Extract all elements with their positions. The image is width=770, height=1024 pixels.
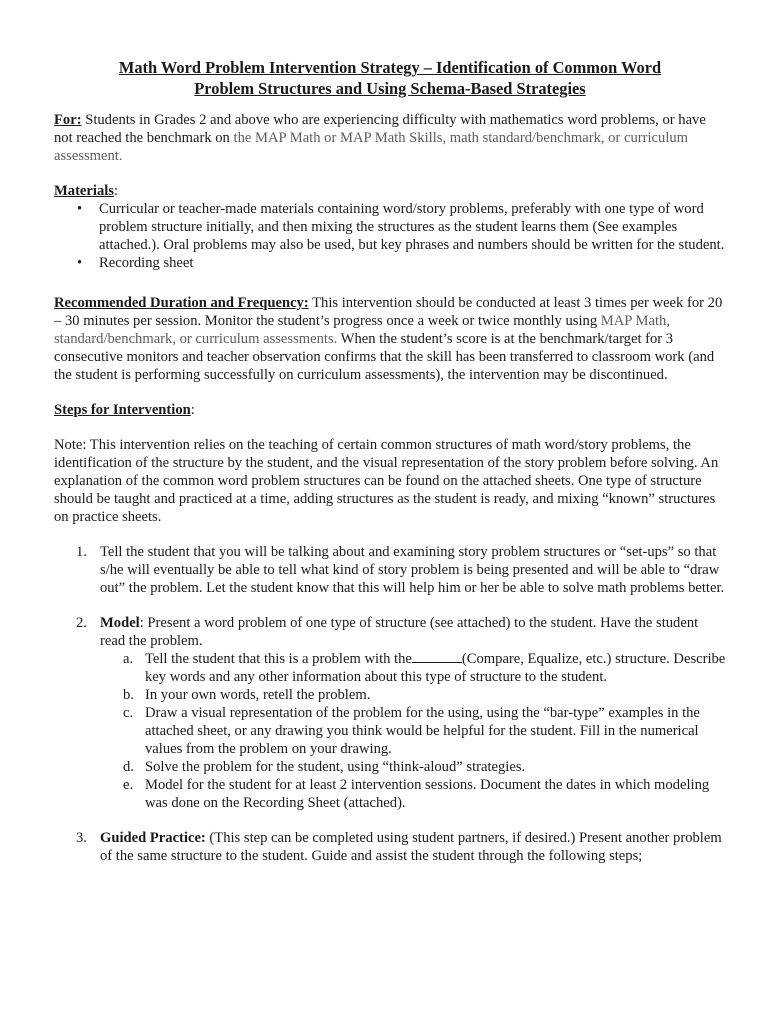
step-text: (This step can be completed using student partners, if desired.) Present another problem of the same structure to the student. Guide and assist the student through the following steps; [100,830,722,864]
substep-letter: a. [123,651,134,667]
steps-list [54,543,726,865]
materials-item [77,254,726,272]
substep-text: Tell the student that this is a problem with the [145,651,412,667]
steps-label: Steps for Intervention [54,402,191,418]
substep-c [123,704,726,758]
for-paragraph [54,111,726,165]
substep-text: Model for the student for at least 2 intervention sessions. Document the dates in which modeling was done on the Recording Sheet (attached). [145,777,710,811]
substep-letter: b. [123,687,134,703]
step-number: 1. [76,544,87,560]
materials-heading [54,182,726,200]
duration-text-1: This intervention should be conducted at least 3 times per week for 20 – 30 minutes per session. Monitor the student’s progress once a week or twice monthly using [54,295,723,329]
materials-item-text: Curricular or teacher-made materials containing word/story problems, preferably with one type of word problem structure initially, and then mixing the structures as the student learns them (See examples attached.). Oral problems may also be used, but key phrases and numbers should be written for the student. [99,201,725,253]
step-number: 2. [76,615,87,631]
document-page [54,57,726,865]
materials-colon: : [113,183,119,199]
step-label: Model [100,615,140,631]
substep-letter: e. [123,777,134,793]
materials-item [77,200,726,254]
bullet-icon: • [77,201,83,217]
substep-letter: d. [123,759,134,775]
steps-heading [54,401,726,419]
duration-text-muted: MAP Math, standard/benchmark, or curriculum assessments. [54,313,670,347]
step-text: Tell the student that you will be talking about and examining story problem structures or “set-ups” so that s/he will eventually be able to tell what kind of story problem is being presented and will be able to “draw out” the problem. Let the student know that this will help him or her be able to solve math problems better. [100,544,725,596]
substep-text: (Compare, Equalize, etc.) structure. Describe key words and any other information about this type of structure to the student. [145,651,726,685]
title-line-2: Problem Structures and Using Schema-Based Strategies [194,79,586,98]
fill-in-blank [412,650,462,663]
note-paragraph: Note: This intervention relies on the teaching of certain common structures of math word/story problems, the identification of the structure by the student, and the visual representation of the story problem before solving. An explanation of the common word problem structures can be found on the attached sheets. One type of structure should be taught and practiced at a time, adding structures as the student is ready, and mixing “known” structures on practice sheets. [54,437,719,525]
step-text: : Present a word problem of one type of structure (see attached) to the student. Have the student read the problem. [100,615,699,649]
substep-b [123,686,726,704]
substep-d [123,758,726,776]
step-number: 3. [76,830,87,846]
duration-paragraph [54,294,726,384]
substep-letter: c. [123,705,134,721]
bullet-icon: • [77,255,83,271]
duration-text-2: When the student’s score is at the benchmark/target for 3 consecutive monitors and teacher observation confirms that the skill has been transferred to classroom work (and the student is performing successfully on curriculum assessments), the intervention may be discontinued. [54,331,715,383]
step-3 [76,829,726,865]
for-label: For: [54,112,82,128]
materials-label: Materials [54,183,114,199]
document-title [54,57,726,99]
step-label: Guided Practice: [100,830,206,846]
for-text: Students in Grades 2 and above who are experiencing difficulty with mathematics word problems, or have not reached the benchmark on [54,112,706,146]
step-2 [76,614,726,812]
substep-a [123,650,726,686]
materials-list [54,200,726,272]
substep-text: Draw a visual representation of the problem for the using, using the “bar-type” examples in the attached sheet, or any drawing you think would be helpful for the student. Fill in the numerical values from the problem on your drawing. [145,705,700,757]
materials-section [54,182,726,272]
duration-label: Recommended Duration and Frequency: [54,295,309,311]
step-1 [76,543,726,597]
model-substeps [100,650,726,812]
for-text-muted: the MAP Math or MAP Math Skills, math standard/benchmark, or curriculum assessment. [54,130,689,164]
substep-text: Solve the problem for the student, using “think-aloud” strategies. [145,759,526,775]
substep-text: In your own words, retell the problem. [145,687,371,703]
substep-e [123,776,726,812]
title-line-1: Math Word Problem Intervention Strategy – Identification of Common Word [118,58,662,77]
materials-item-text: Recording sheet [99,255,194,271]
steps-colon: : [190,402,195,418]
